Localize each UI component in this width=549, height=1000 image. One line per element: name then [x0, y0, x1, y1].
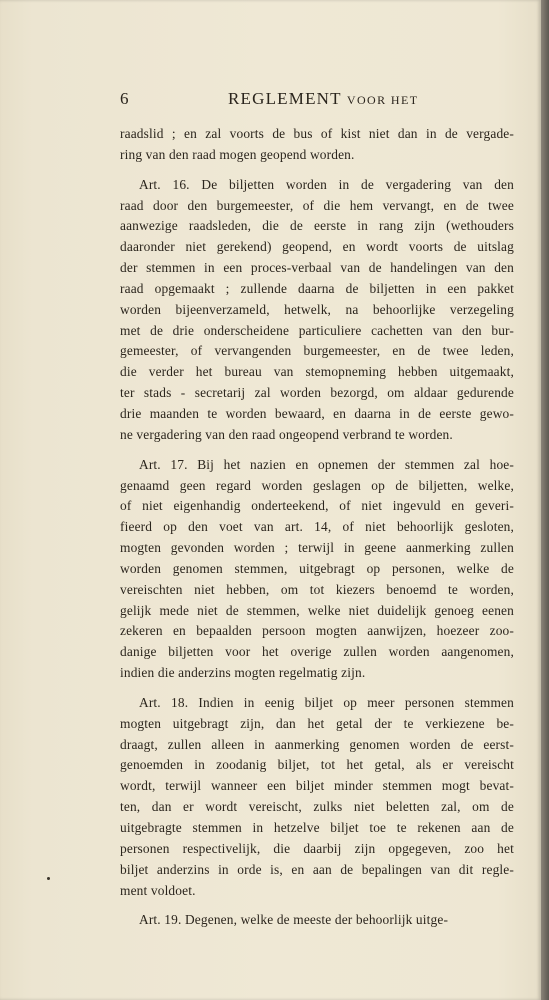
text-line: personen respectivelijk, die daarbij zijn opgegeven, zoo het	[120, 840, 514, 856]
text-line: ne vergadering van den raad ongeopend verbrand te worden.	[120, 426, 453, 442]
text-line: ment voldoet.	[120, 882, 196, 898]
text-line: mogten uitgebragt zijn, dan het getal der te verkiezene be-	[120, 715, 514, 731]
text-line: wordt, terwijl wanneer een biljet minder stemmen mogt bevat-	[120, 778, 514, 794]
text-line: raadslid ; en zal voorts de bus of kist niet dan in de vergade-	[120, 126, 514, 141]
paragraph-gap	[120, 166, 514, 175]
text-line: raad door den burgemeester, of die hem vervangt, en de twee	[120, 197, 514, 213]
paragraph	[120, 910, 514, 931]
text-line: die verder het bureau van stemopneming hebben uitgemaakt,	[120, 364, 514, 380]
text-line: biljet anderzins in orde is, en aan de bepalingen van dit regle-	[120, 861, 514, 877]
text-line: Art. 16. De biljetten worden in de vergadering van den	[139, 176, 514, 192]
paragraph	[120, 455, 514, 684]
running-title-main: REGLEMENT	[228, 89, 342, 108]
paper-speck	[47, 877, 50, 880]
text-line: raad opgemaakt ; zullende daarna de biljetten in een pakket	[120, 280, 514, 296]
page-number: 6	[120, 89, 129, 108]
paragraph-gap	[120, 684, 514, 693]
text-line: genaamd geen regard worden geslagen op de biljetten, welke,	[120, 477, 514, 493]
paragraph-gap	[120, 901, 514, 910]
text-line: met de drie onderscheidene particuliere cachetten van den bur-	[120, 322, 514, 338]
paragraph	[120, 124, 514, 166]
text-line: ring van den raad mogen geopend worden.	[120, 146, 355, 162]
running-title-small: VOOR HET	[346, 93, 419, 107]
text-line: zekeren en bepaalden persoon mogten aanwijzen, hoezeer zoo-	[120, 623, 514, 639]
text-line: vereischten niet hebben, om tot kiezers benoemd te worden,	[120, 581, 514, 597]
text-line: danige biljetten voor het overige zullen worden aangenomen,	[120, 644, 514, 660]
text-line: fieerd op den voet van art. 14, of niet behoorlijk gesloten,	[120, 519, 514, 535]
page-header	[120, 89, 514, 113]
text-line: mogten gevonden worden ; terwijl in geene aanmerking zullen	[120, 540, 514, 556]
text-line: draagt, zullen alleen in aanmerking genomen worden de eerst-	[120, 736, 514, 752]
paragraph	[120, 175, 514, 446]
text-line: aanwezige raadsleden, die de eerste in rang zijn (wethouders	[120, 218, 514, 234]
text-line: Art. 18. Indien in eenig biljet op meer personen stemmen	[139, 694, 514, 710]
text-line: der stemmen in een proces-verbaal van de handelingen van den	[120, 260, 514, 276]
text-line: Art. 17. Bij het nazien en opnemen der stemmen zal hoe-	[139, 456, 514, 472]
text-line: drie maanden te worden bewaard, en daarna in de eerste gewo-	[120, 405, 514, 421]
text-line: genoemden in zoodanig biljet, tot het getal, als er vereischt	[120, 757, 514, 773]
page-edge	[541, 0, 549, 1000]
running-title	[228, 89, 418, 109]
paragraph	[120, 693, 514, 901]
text-line: uitgebragte stemmen in hetzelve biljet toe te rekenen aan de	[120, 820, 514, 835]
text-line: worden genomen stemmen, uitgebragt op personen, welke de	[120, 560, 514, 576]
text-line: of niet eigenhandig onderteekend, of niet ingevuld en geveri-	[120, 498, 514, 514]
text-line: gelijk mede niet de stemmen, welke niet duidelijk genoeg eenen	[120, 602, 514, 618]
text-line: ten, dan er wordt vereischt, zulks niet beletten zal, om de	[120, 799, 514, 815]
text-line: gemeester, of vervangenden burgemeester, en de twee leden,	[120, 343, 514, 359]
text-line: indien die anderzins mogten regelmatig zijn.	[120, 665, 366, 681]
text-line: ter stads - secretarij zal worden bezorgd, om aldaar gedurende	[120, 385, 514, 401]
text-line: daaronder niet gerekend) geopend, en wordt voorts de uitslag	[120, 239, 514, 255]
text-line: Art. 19. Degenen, welke de meeste der behoorlijk uitge-	[139, 912, 449, 928]
paragraph-gap	[120, 446, 514, 455]
text-line: worden bijeenverzameld, hetwelk, na behoorlijke verzegeling	[120, 301, 514, 317]
body-text	[120, 124, 514, 931]
